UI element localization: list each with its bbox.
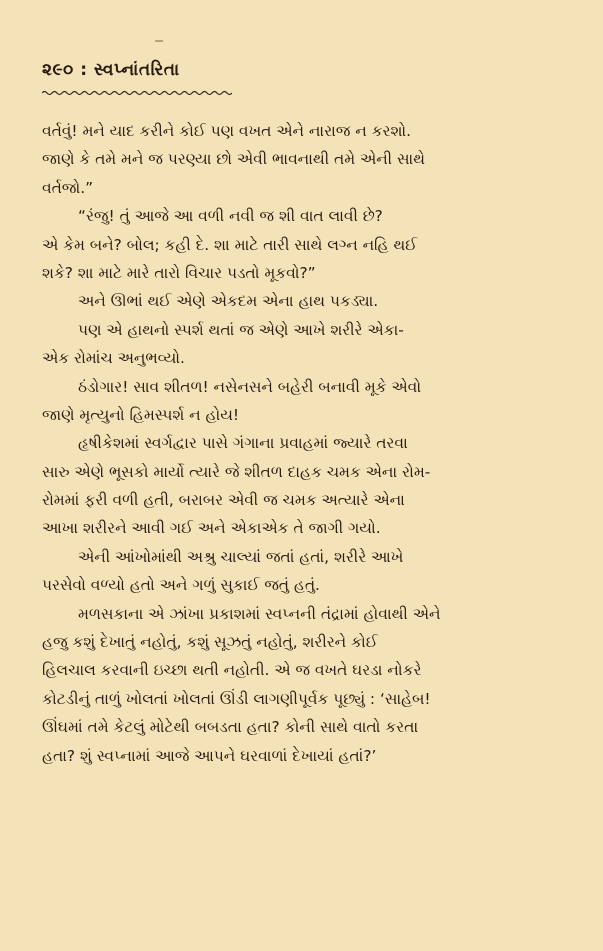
text-line: વર્તવું! મને યાદ કરીને કોઈ પણ વખત એને નારાજ ન કરશો. (42, 122, 412, 140)
text-line: જાણે કે તમે મને જ પરણ્યા છો એવી ભાવનાથી તમે એની સાથે (42, 150, 425, 169)
text-line: રોમમાં ફરી વળી હતી, બરાબર એવી જ ચમક અત્યારે એના (42, 491, 405, 510)
text-line: એક રોમાંચ અનુભવ્યો. (42, 349, 185, 368)
text-line: એની આંખોમાંથી અશ્રુ ચાલ્યાં જતાં હતાં, શરીરે આખે (78, 547, 404, 566)
text-line: શકે? શા માટે મારે તારો વિચાર પડતો મૂકવો?” (42, 263, 316, 282)
text-line: ઊંઘમાં તમે કેટલું મોટેથી બબડતા હતા? કોની સાથે વાતો કરતા (42, 718, 419, 737)
page-mark (155, 40, 163, 42)
text-line: જાણે મૃત્યુનો હિમસ્પર્શ ન હોય! (42, 405, 240, 424)
page-title: ૨૯૦ : સ્વપ્નાંતરિતા (42, 60, 180, 80)
body-text (42, 117, 570, 770)
text-line: વર્તજો.” (42, 178, 94, 197)
text-line: હજુ કશું દેખાતું નહોતું, કશું સૂઝતું નહોતું, શરીરને કોઈ (42, 633, 378, 652)
text-line: અને ઊભાં થઈ એણે એકદમ એના હાથ પકડ્યા. (78, 292, 379, 311)
text-line: આખા શરીરને આવી ગઈ અને એકાએક તે જાગી ગયો. (42, 519, 381, 538)
text-line: હિલચાલ કરવાની ઇચ્છા થતી નહોતી. એ જ વખતે ઘરડા નોકરે (42, 661, 422, 680)
text-line: “રંજુ! તું આજે આ વળી નવી જ શી વાત લાવી છે? (78, 207, 383, 226)
text-line: એ કેમ બને? બોલ; કહી દે. શા માટે તારી સાથે લગ્ન નહિ થઈ (42, 235, 418, 254)
text-line: મળસકાના એ ઝાંખા પ્રકાશમાં સ્વપ્નની તંદ્રામાં હોવાથી એને (78, 604, 441, 623)
page-header (42, 60, 562, 100)
text-line: ઠંડોગાર! સાવ શીતળ! નસેનસને બહેરી બનાવી મૂકે એવો (78, 377, 422, 396)
text-line: કોટડીનું તાળું ખોલતાં ખોલતાં ઊંડી લાગણીપૂર્વક પૂછ્યું : ‘સાહેબ! (42, 689, 431, 708)
text-line: હતા? શું સ્વપ્નામાં આજે આપને ઘરવાળાં દેખાયાં હતાં?’ (42, 746, 377, 765)
text-line: સારુ એણે ભૂસકો માર્યો ત્યારે જે શીતળ દાહક ચમક એના રોમ- (42, 462, 431, 481)
text-line: હૃષીકેશમાં સ્વર્ગદ્વાર પાસે ગંગાના પ્રવાહમાં જ્યારે તરવા (78, 434, 408, 453)
wavy-rule (42, 90, 232, 96)
text-line: પરસેવો વળ્યો હતો અને ગળું સુકાઈ જતું હતું. (42, 576, 320, 595)
text-line: પણ એ હાથનો સ્પર્શ થતાં જ એણે આખે શરીરે એકા- (78, 320, 404, 339)
